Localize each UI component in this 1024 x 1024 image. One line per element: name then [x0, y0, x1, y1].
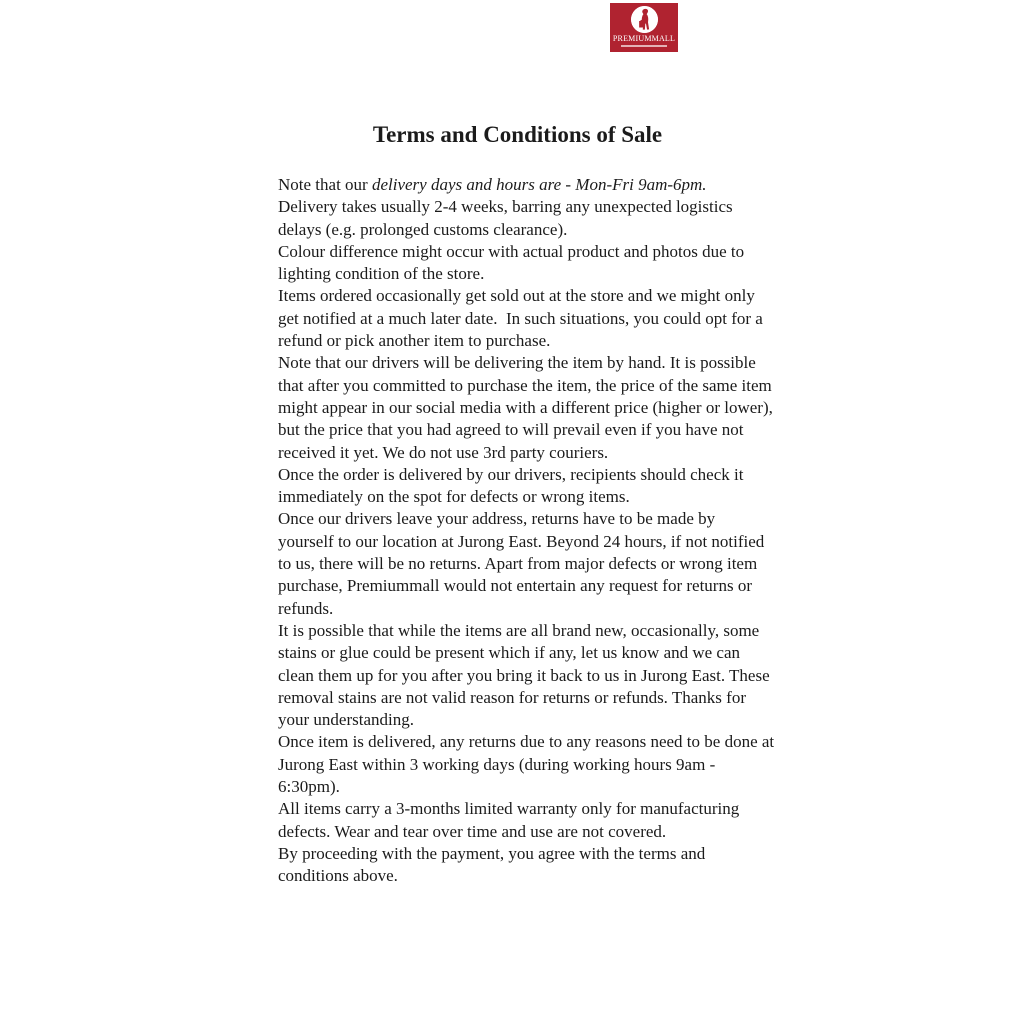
- terms-paragraph: Delivery takes usually 2-4 weeks, barring any unexpected logistics delays (e.g. prolonged customs clearance).: [278, 197, 733, 239]
- terms-paragraph: Note that our drivers will be delivering the item by hand. It is possible that after you committed to purchase the item, the price of the same item might appear in our social media with a different price (higher or lower), but the price that you had agreed to will prevail even if you have not received it yet. We do not use 3rd party couriers.: [278, 353, 773, 462]
- page-title: Terms and Conditions of Sale: [372, 122, 663, 147]
- terms-paragraph: Once our drivers leave your address, returns have to be made by yourself to our location at Jurong East. Beyond 24 hours, if not notified to us, there will be no returns. Apart from major defects or wrong item purchase, Premiummall would not entertain any request for returns or refunds.: [278, 509, 765, 618]
- logo-wordmark: PREMIUMMALL: [612, 34, 676, 43]
- terms-body: [278, 174, 775, 888]
- terms-document: [278, 121, 775, 888]
- intro-italic-text: delivery days and hours are - Mon-Fri 9am-6pm.: [371, 175, 707, 194]
- terms-paragraph: All items carry a 3-months limited warranty only for manufacturing defects. Wear and tear over time and use are not covered.: [278, 799, 740, 841]
- intro-regular-text: Note that our: [278, 175, 372, 194]
- brand-logo: [610, 3, 678, 52]
- terms-paragraph: By proceeding with the payment, you agree with the terms and conditions above.: [278, 843, 706, 886]
- terms-paragraph: Once the order is delivered by our drivers, recipients should check it immediately on the spot for defects or wrong items.: [278, 464, 744, 507]
- terms-paragraph: It is possible that while the items are all brand new, occasionally, some stains or glue could be present which if any, let us know and we can clean them up for you after you bring it back to us in Jurong East. These removal stains are not valid reason for returns or refunds. Thanks for your understanding.: [278, 620, 770, 730]
- terms-paragraph: Colour difference might occur with actual product and photos due to lighting condition of the store.: [278, 241, 745, 284]
- woman-with-shopping-bags-icon: [631, 6, 658, 33]
- terms-paragraph: Once item is delivered, any returns due to any reasons need to be done at Jurong East within 3 working days (during working hours 9am - 6:30pm).: [278, 732, 775, 797]
- terms-paragraph-intro: [278, 174, 775, 196]
- terms-paragraph: Items ordered occasionally get sold out at the store and we might only get notified at a much later date. In such situations, you could opt for a refund or pick another item to purchase.: [278, 286, 763, 351]
- logo-tagline: [621, 45, 667, 47]
